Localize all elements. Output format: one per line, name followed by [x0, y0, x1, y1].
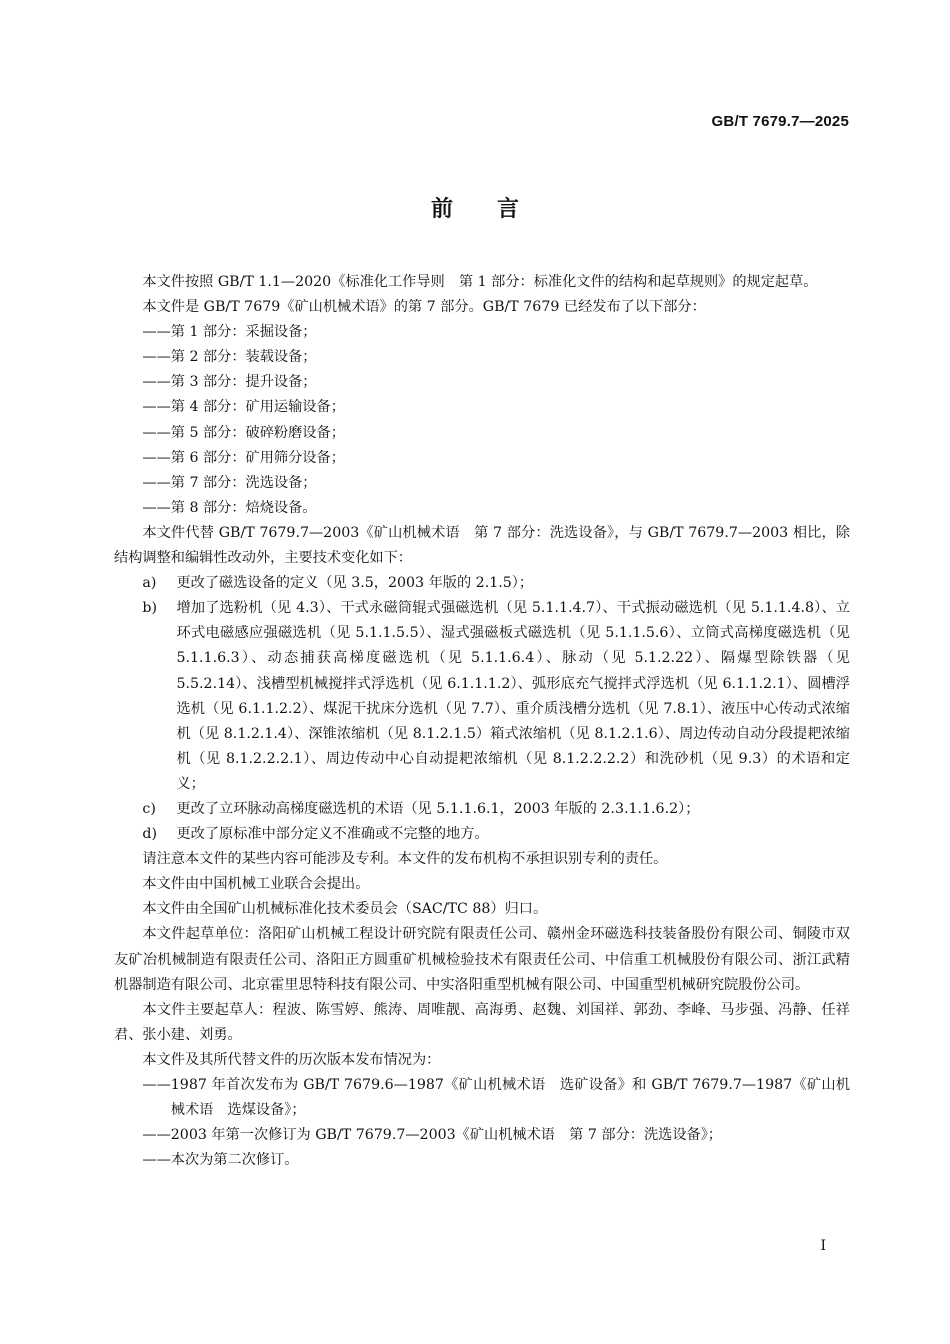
part-list-item: ——第 4 部分：矿用运输设备； — [142, 399, 345, 416]
part-list-item: ——第 1 部分：采掘设备； — [142, 324, 317, 341]
change-text: 更改了立环脉动高梯度磁选机的术语（见 5.1.1.6.1，2003 年版的 2.3.1.1.6.2）； — [176, 800, 700, 817]
change-list-item — [114, 797, 850, 822]
change-text: 更改了原标准中部分定义不准确或不完整的地方。 — [176, 826, 489, 843]
part-list-item: ——第 5 部分：破碎粉磨设备； — [142, 424, 345, 441]
paragraph-history-intro: 本文件及其所代替文件的历次版本发布情况为： — [142, 1051, 441, 1068]
page-number: Ⅰ — [820, 1238, 826, 1254]
part-list-item: ——第 2 部分：装载设备； — [142, 349, 317, 366]
change-list-item — [114, 571, 850, 596]
part-list-item: ——第 3 部分：提升设备； — [142, 374, 317, 391]
paragraph-replacement: 本文件代替 GB/T 7679.7—2003《矿山机械术语 第 7 部分：洗选设备》，与 GB/T 7679.7—2003 相比，除结构调整和编辑性改动外，主要技术变化如下： — [114, 524, 850, 567]
paragraph-drafting-basis: 本文件按照 GB/T 1.1—2020《标准化工作导则 第 1 部分：标准化文件的结构和起草规则》的规定起草。 — [142, 274, 818, 290]
paragraph-patent-notice: 请注意本文件的某些内容可能涉及专利。本文件的发布机构不承担识别专利的责任。 — [142, 851, 668, 868]
change-list-item — [114, 822, 850, 847]
change-list-item — [114, 596, 850, 797]
paragraph-proposer: 本文件由中国机械工业联合会提出。 — [142, 876, 370, 893]
list-marker: c) — [142, 800, 156, 817]
change-text: 更改了磁选设备的定义（见 3.5，2003 年版的 2.1.5）； — [176, 575, 534, 592]
history-list-item: ——1987 年首次发布为 GB/T 7679.6—1987《矿山机械术语 选矿设备》和 GB/T 7679.7—1987《矿山机械术语 选煤设备》； — [142, 1077, 850, 1119]
list-marker: d) — [142, 826, 158, 843]
paragraph-committee: 本文件由全国矿山机械标准化技术委员会（SAC/TC 88）归口。 — [142, 901, 548, 918]
part-list-item: ——第 8 部分：焙烧设备。 — [142, 499, 317, 516]
standard-code: GB/T 7679.7—2025 — [711, 113, 849, 130]
part-list-item: ——第 6 部分：矿用筛分设备； — [142, 449, 345, 466]
paragraph-drafting-units: 本文件起草单位：洛阳矿山机械工程设计研究院有限责任公司、赣州金环磁选科技装备股份有限公司、铜陵市双友矿冶机械制造有限责任公司、洛阳正方圆重矿机械检验技术有限责任公司、中信重工机械股份有限公司、浙江武精机器制造有限公司、北京霍里思特科技有限公司、中实洛阳重型机械有限公司、中国重型机械研究院股份公司。 — [114, 926, 850, 993]
change-text: 增加了选粉机（见 4.3）、干式永磁筒辊式强磁选机（见 5.1.1.4.7）、干式振动磁选机（见 5.1.1.4.8）、立环式电磁感应强磁选机（见 5.1.1.5.5）、湿式强磁板式磁选机（见 5.1.1.5.6）、立筒式高梯度磁选机（见 5.1.1.6.3）、动态捕获高梯度磁选机（见 5.1.1.6.4）、脉动（见 5.1.2.22）、隔爆型除铁器（见 5.5.2.14）、浅槽型机械搅拌式浮选机（见 6.1.1.1.2）、弧形底充气搅拌式浮选机（见 6.1.1.2.1）、圆槽浮选机（见 6.1.1.2.2）、煤泥干扰床分选机（见 7.7）、重介质浅槽分选机（见 7.8.1）、液压中心传动式浓缩机（见 8.1.2.1.4）、深锥浓缩机（见 8.1.2.1.5）箱式浓缩机（见 8.1.2.1.6）、周边传动自动分段提耙浓缩机（见 8.1.2.2.2.1）、周边传动中心自动提耙浓缩机（见 8.1.2.2.2.2）和洗砂机（见 9.3）的术语和定义； — [176, 600, 850, 792]
document-body — [114, 270, 850, 1173]
list-marker: b) — [142, 600, 158, 617]
paragraph-series-intro: 本文件是 GB/T 7679《矿山机械术语》的第 7 部分。GB/T 7679 已经发布了以下部分： — [142, 299, 706, 316]
history-list-item: ——2003 年第一次修订为 GB/T 7679.7—2003《矿山机械术语 第 7 部分：洗选设备》； — [142, 1127, 722, 1144]
page-title: 前言 — [430, 197, 563, 222]
part-list-item: ——第 7 部分：洗选设备； — [142, 474, 317, 491]
history-list-item: ——本次为第二次修订。 — [142, 1152, 299, 1169]
list-marker: a) — [142, 575, 157, 592]
paragraph-drafters: 本文件主要起草人：程波、陈雪婷、熊涛、周唯靓、高海勇、赵魏、刘国祥、郭劲、李峰、马步强、冯静、任祥君、张小建、刘勇。 — [114, 1001, 850, 1043]
